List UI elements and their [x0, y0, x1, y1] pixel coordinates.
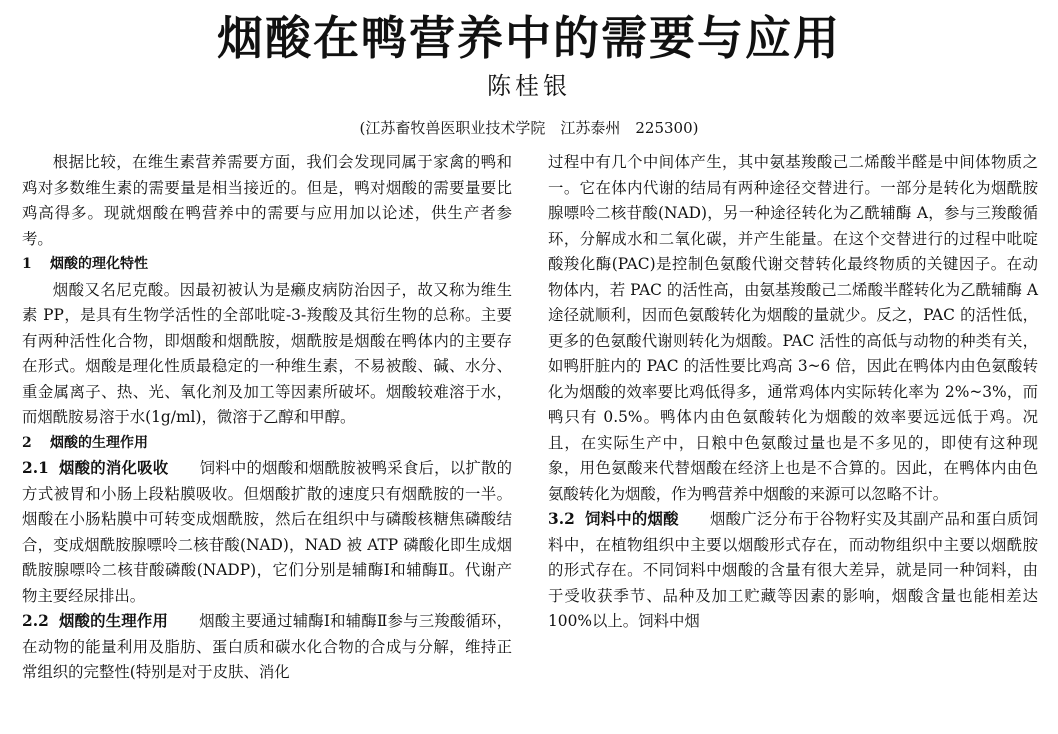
subsection-body: 烟酸主要通过辅酶Ⅰ和辅酶Ⅱ参与三羧酸循环，在动物的能量利用及脂肪、蛋白质和碳水化合物的合成与分解，维持正常组织的完整性(特别是对于皮肤、消化: [22, 612, 512, 681]
subsection-2-1-paragraph: [22, 456, 512, 609]
right-column: [548, 150, 1038, 635]
subsection-title: 烟酸的消化吸收: [58, 459, 169, 477]
article-title: 烟酸在鸭营养中的需要与应用: [217, 11, 841, 65]
section-title: 烟酸的理化特性: [50, 256, 148, 272]
subsection-3-2-paragraph: [548, 507, 1038, 635]
left-column: [22, 150, 512, 686]
section-number: 2: [22, 434, 32, 451]
section-title: 烟酸的生理作用: [50, 434, 148, 451]
section-1-heading: [22, 252, 512, 278]
subsection-body: 饲料中的烟酸和烟酰胺被鸭采食后，以扩散的方式被胃和小肠上段粘膜吸收。但烟酸扩散的速度只有烟酰胺的一半。烟酸在小肠粘膜中可转变成烟酰胺，然后在组织中与磷酸核糖焦磷酸结合，变成烟酰胺腺嘌呤二核苷酸(NAD)，NAD 被 ATP 磷酸化即生成烟酰胺腺嘌呤二核苷酸磷酸(NADP)，它们分别是辅酶Ⅰ和辅酶Ⅱ。代谢产物主要经尿排出。: [22, 459, 512, 605]
subsection-title: 烟酸的生理作用: [58, 612, 169, 630]
subsection-2-2-paragraph: [22, 609, 512, 686]
subsection-title: 饲料中的烟酸: [584, 510, 679, 528]
subsection-number: 3.2: [548, 510, 575, 528]
section-1-paragraph: 烟酸又名尼克酸。因最初被认为是癞皮病防治因子，故又称为维生素 PP，是具有生物学活性的全部吡啶-3-羧酸及其衍生物的总称。主要有两种活性化合物，即烟酸和烟酰胺，烟酰胺是烟酸在鸭体内的主要存在形式。烟酸是理化性质最稳定的一种维生素，不易被酸、碱、水分、重金属离子、热、光、氧化剂及加工等因素所破坏。烟酸较难溶于水，而烟酰胺易溶于水(1g/ml)，微溶于乙醇和甲醇。: [22, 280, 512, 426]
author-affiliation: (江苏畜牧兽医职业技术学院 江苏泰州 225300): [359, 119, 699, 137]
subsection-number: 2.1: [22, 459, 49, 477]
section-2-heading: [22, 431, 512, 457]
subsection-body: 烟酸广泛分布于谷物籽实及其副产品和蛋白质饲料中，在植物组织中主要以烟酸形式存在，而动物组织中主要以烟酰胺的形式存在。不同饲料中烟酸的含量有很大差异，就是同一种饲料，由于受收获季节、品种及加工贮藏等因素的影响，烟酸含量也能相差达 100%以上。饲料中烟: [548, 510, 1038, 630]
subsection-number: 2.2: [22, 612, 49, 630]
intro-paragraph: 根据比较，在维生素营养需要方面，我们会发现同属于家禽的鸭和鸡对多数维生素的需要量是相当接近的。但是，鸭对烟酸的需要量要比鸡高得多。现就烟酸在鸭营养中的需要与应用加以论述，供生产者参考。: [22, 153, 512, 248]
continued-paragraph: 过程中有几个中间体产生，其中氨基羧酸己二烯酸半醛是中间体物质之一。它在体内代谢的结局有两种途径交替进行。一部分是转化为烟酰胺腺嘌呤二核苷酸(NAD)，另一种途径转化为乙酰辅酶 A，参与三羧酸循环，分解成水和二氧化碳，并产生能量。在这个交替进行的过程中吡啶酸羧化酶(PAC)是控制色氨酸代谢交替转化最终物质的关键因子。在动物体内，若 PAC 的活性高，由氨基羧酸己二烯酸半醛转化为乙酰辅酶 A 途径就顺利，因而色氨酸转化为烟酸的量就少。反之，PAC 的活性低，更多的色氨酸代谢则转化为烟酸。PAC 活性的高低与动物的种类有关，如鸭肝脏内的 PAC 的活性要比鸡高 3~6 倍，因此在鸭体内由色氨酸转化为烟酸的效率要比鸡低得多，通常鸡体内实际转化率为 2%~3%，而鸭只有 0.5%。鸭体内由色氨酸转化为烟酸的效率要远远低于鸡。况且，在实际生产中，日粮中色氨酸过量也是不多见的，即使有这种现象，用色氨酸来代替烟酸在经济上也是不合算的。因此，在鸭体内由色氨酸转化为烟酸，作为鸭营养中烟酸的来源可以忽略不计。: [548, 153, 1038, 503]
author-name: 陈桂银: [487, 72, 571, 100]
section-number: 1: [22, 256, 32, 272]
